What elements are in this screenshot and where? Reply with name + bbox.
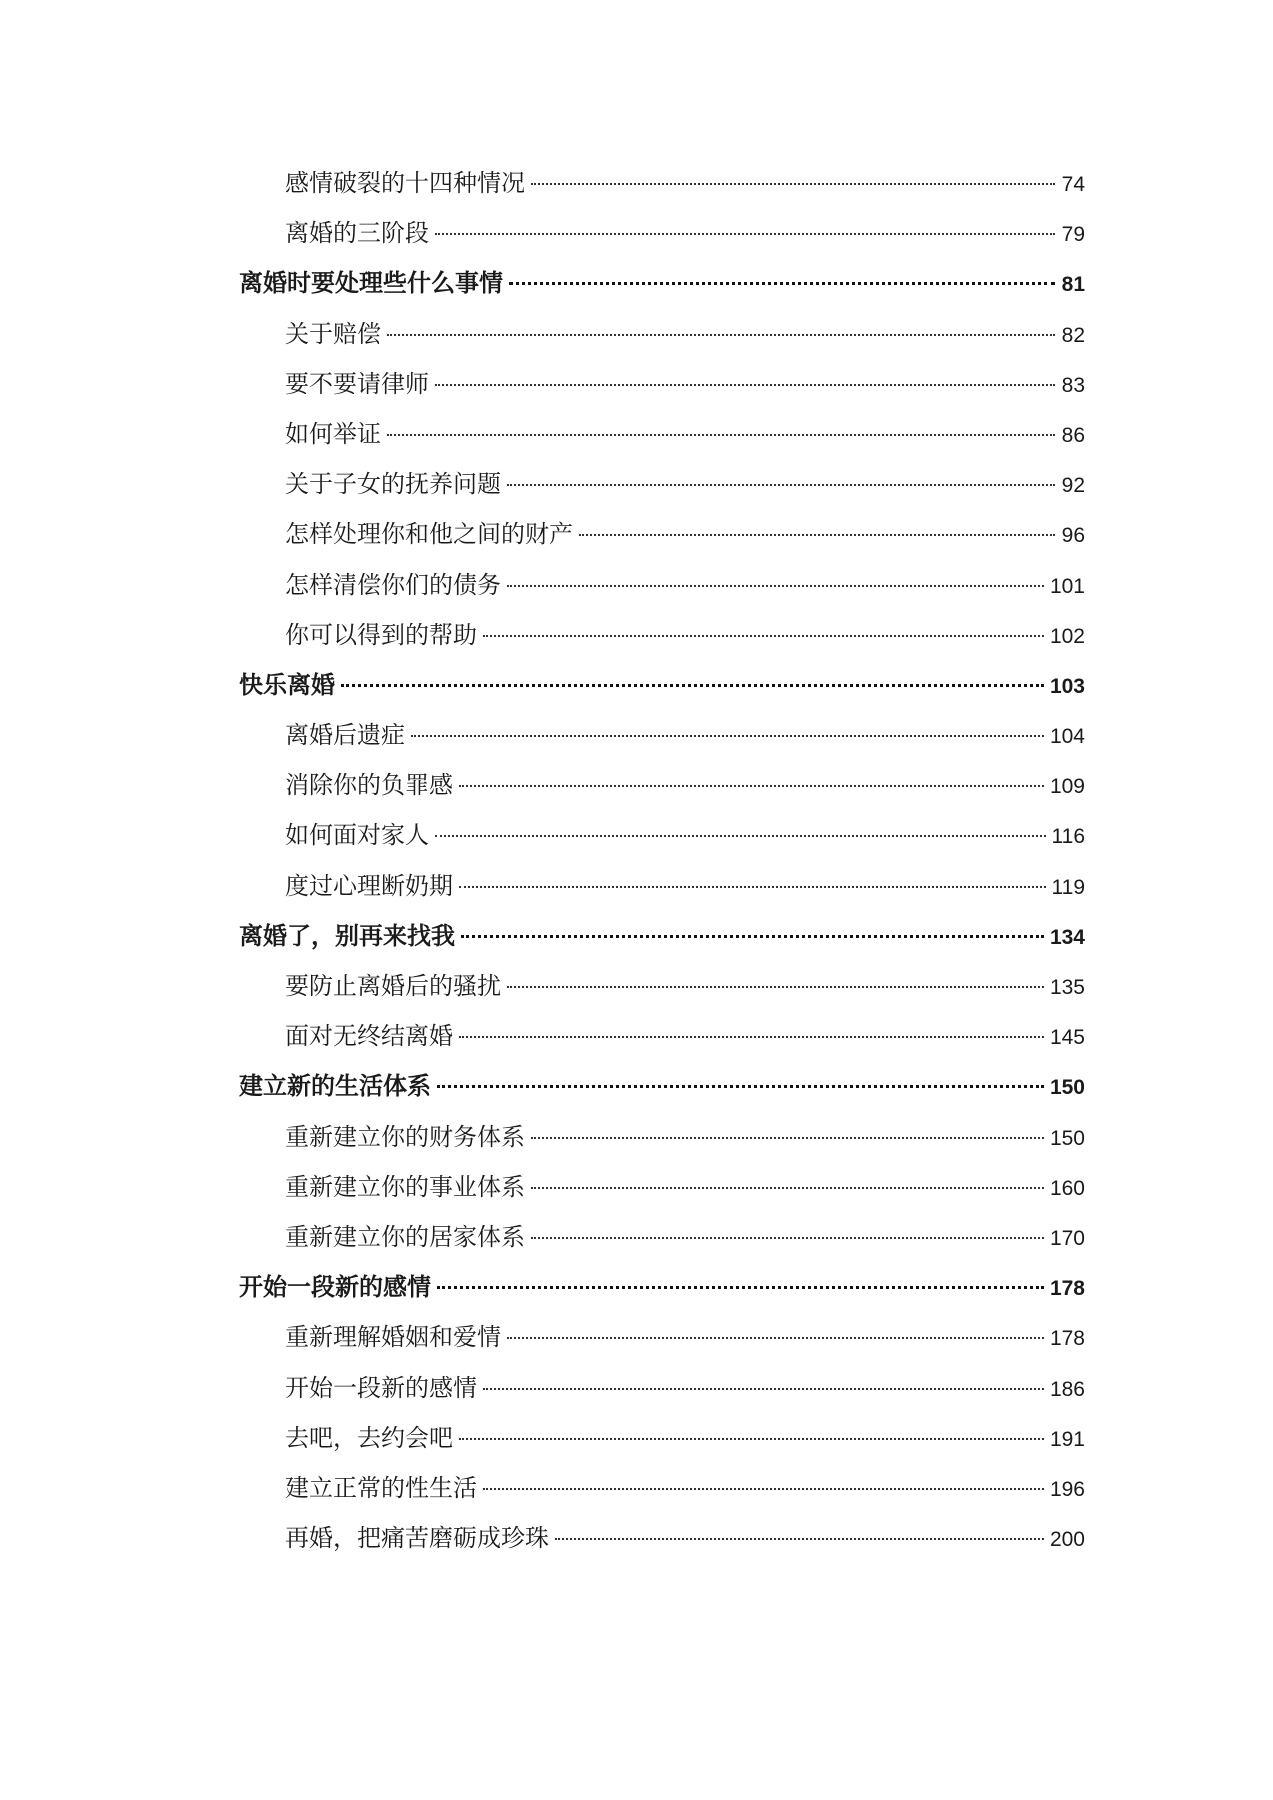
toc-entry-title: 要防止离婚后的骚扰 [285, 972, 501, 1000]
toc-page-number: 83 [1061, 373, 1085, 397]
toc-entry-title: 关于赔偿 [285, 319, 381, 348]
toc-dot-leader [459, 785, 1044, 787]
toc-dot-leader [483, 1488, 1044, 1490]
toc-section-entry[interactable] [239, 1112, 1085, 1162]
toc-page-number: 134 [1049, 925, 1085, 949]
toc-entry-title: 再婚，把痛苦磨砺成珍珠 [285, 1524, 549, 1553]
toc-entry-title: 消除你的负罪感 [285, 771, 453, 800]
toc-dot-leader [435, 384, 1055, 386]
toc-page-number: 81 [1061, 273, 1085, 297]
toc-page-number: 116 [1051, 825, 1085, 849]
toc-section-entry[interactable] [239, 961, 1085, 1011]
toc-section-entry[interactable] [239, 560, 1085, 610]
toc-section-entry[interactable] [239, 1413, 1085, 1463]
toc-entry-title: 重新建立你的财务体系 [285, 1122, 525, 1151]
toc-page-number: 150 [1049, 1126, 1085, 1150]
toc-dot-leader [531, 1187, 1044, 1189]
toc-section-entry[interactable] [239, 810, 1085, 860]
toc-dot-leader [507, 484, 1055, 486]
toc-dot-leader [411, 735, 1044, 737]
toc-section-entry[interactable] [239, 760, 1085, 810]
toc-page-number: 160 [1049, 1176, 1085, 1200]
toc-page-number: 186 [1049, 1377, 1085, 1401]
table-of-contents [239, 158, 1085, 1563]
toc-chapter-entry[interactable] [239, 911, 1085, 961]
toc-entry-title: 离婚时要处理些什么事情 [239, 269, 503, 298]
toc-page-number: 82 [1061, 323, 1085, 347]
toc-section-entry[interactable] [239, 359, 1085, 409]
toc-entry-title: 度过心理断奶期 [285, 871, 453, 900]
toc-dot-leader [459, 1438, 1044, 1440]
toc-entry-title: 怎样处理你和他之间的财产 [285, 520, 573, 549]
toc-entry-title: 去吧，去约会吧 [285, 1423, 453, 1452]
toc-section-entry[interactable] [239, 710, 1085, 760]
toc-section-entry[interactable] [239, 1463, 1085, 1513]
toc-section-entry[interactable] [239, 1011, 1085, 1061]
toc-dot-leader [435, 835, 1046, 837]
toc-page-number: 102 [1049, 624, 1085, 648]
toc-page-number: 79 [1061, 223, 1085, 247]
toc-dot-leader [507, 986, 1044, 988]
toc-entry-title: 要不要请律师 [285, 369, 429, 398]
toc-section-entry[interactable] [239, 158, 1085, 208]
toc-entry-title: 感情破裂的十四种情况 [285, 169, 525, 197]
toc-entry-title: 离婚了，别再来找我 [239, 921, 455, 950]
toc-entry-title: 建立正常的性生活 [285, 1473, 477, 1502]
toc-dot-leader [555, 1538, 1044, 1540]
toc-chapter-entry[interactable] [239, 1262, 1085, 1312]
toc-section-entry[interactable] [239, 309, 1085, 359]
toc-entry-title: 你可以得到的帮助 [285, 620, 477, 649]
toc-entry-title: 面对无终结离婚 [285, 1022, 453, 1051]
toc-entry-title: 建立新的生活体系 [239, 1072, 431, 1101]
toc-page-number: 74 [1061, 173, 1085, 196]
toc-dot-leader [387, 334, 1055, 336]
toc-section-entry[interactable] [239, 1162, 1085, 1212]
toc-section-entry[interactable] [239, 1513, 1085, 1563]
toc-page-number: 92 [1061, 474, 1085, 498]
toc-page-number: 145 [1049, 1026, 1085, 1050]
toc-section-entry[interactable] [239, 861, 1085, 911]
toc-dot-leader [531, 1137, 1044, 1139]
toc-entry-title: 如何面对家人 [285, 821, 429, 850]
toc-section-entry[interactable] [239, 1212, 1085, 1262]
toc-dot-leader [459, 1036, 1044, 1038]
toc-page-number: 135 [1049, 976, 1085, 999]
toc-section-entry[interactable] [239, 1363, 1085, 1413]
toc-dot-leader [507, 1337, 1044, 1339]
toc-chapter-entry[interactable] [239, 258, 1085, 308]
toc-entry-title: 离婚的三阶段 [285, 219, 429, 248]
toc-page-number: 200 [1049, 1528, 1085, 1552]
toc-dot-leader [483, 635, 1044, 637]
toc-page-number: 101 [1049, 574, 1085, 598]
toc-section-entry[interactable] [239, 409, 1085, 459]
toc-dot-leader [531, 1237, 1044, 1239]
toc-page-number: 119 [1051, 875, 1085, 899]
toc-dot-leader [509, 282, 1055, 285]
toc-page-number: 196 [1049, 1477, 1085, 1501]
toc-entry-title: 关于子女的抚养问题 [285, 470, 501, 499]
toc-dot-leader [341, 684, 1044, 687]
toc-entry-title: 重新建立你的居家体系 [285, 1222, 525, 1251]
toc-page-number: 109 [1049, 775, 1085, 799]
toc-entry-title: 重新理解婚姻和爱情 [285, 1323, 501, 1352]
toc-entry-title: 开始一段新的感情 [239, 1273, 431, 1302]
toc-page-number: 150 [1049, 1076, 1085, 1100]
toc-section-entry[interactable] [239, 509, 1085, 559]
toc-dot-leader [507, 585, 1044, 587]
toc-dot-leader [435, 233, 1055, 235]
toc-page-number: 178 [1049, 1277, 1085, 1301]
toc-dot-leader [461, 935, 1044, 938]
toc-dot-leader [387, 434, 1055, 436]
toc-page-number: 86 [1061, 423, 1085, 447]
toc-dot-leader [437, 1085, 1044, 1088]
toc-page-number: 103 [1049, 674, 1085, 698]
toc-dot-leader [437, 1286, 1044, 1289]
toc-page-number: 96 [1061, 524, 1085, 548]
toc-entry-title: 开始一段新的感情 [285, 1373, 477, 1402]
toc-entry-title: 快乐离婚 [239, 670, 335, 699]
toc-page-number: 178 [1049, 1327, 1085, 1351]
toc-dot-leader [579, 534, 1055, 536]
toc-section-entry[interactable] [239, 459, 1085, 509]
toc-page-number: 104 [1049, 725, 1085, 749]
toc-dot-leader [483, 1388, 1044, 1390]
toc-chapter-entry[interactable] [239, 1061, 1085, 1111]
toc-chapter-entry[interactable] [239, 660, 1085, 710]
toc-section-entry[interactable] [239, 1312, 1085, 1362]
toc-dot-leader [531, 183, 1055, 185]
toc-dot-leader [459, 886, 1046, 888]
toc-entry-title: 怎样清偿你们的债务 [285, 570, 501, 599]
toc-page-number: 170 [1049, 1226, 1085, 1250]
toc-section-entry[interactable] [239, 610, 1085, 660]
toc-page-number: 191 [1049, 1427, 1085, 1451]
toc-entry-title: 重新建立你的事业体系 [285, 1172, 525, 1201]
toc-section-entry[interactable] [239, 208, 1085, 258]
toc-entry-title: 如何举证 [285, 419, 381, 448]
toc-entry-title: 离婚后遗症 [285, 721, 405, 750]
